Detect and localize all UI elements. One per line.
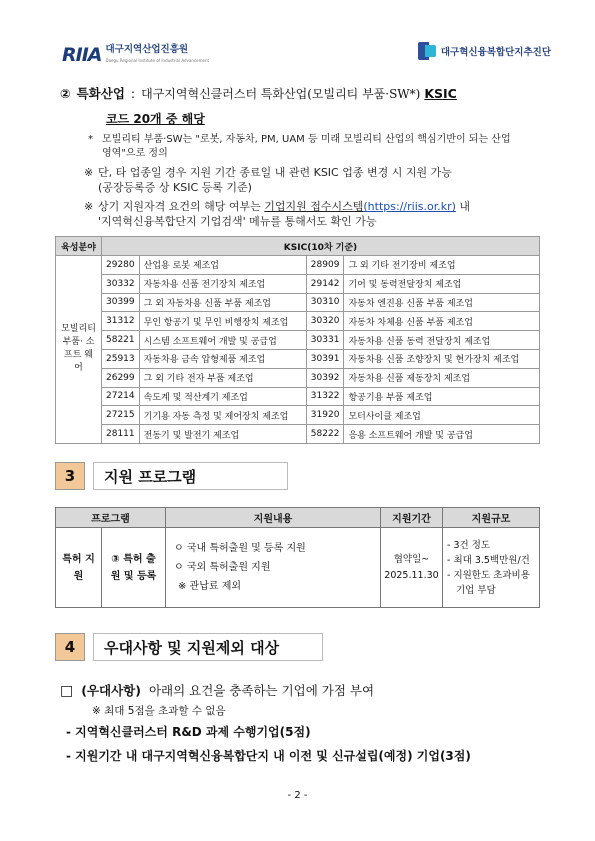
ksic-name: 그 외 기타 전자 부품 제조업 [139, 368, 306, 387]
preference-heading [60, 681, 374, 699]
ksic-name: 자동차용 신품 동력 전달장치 제조업 [344, 331, 540, 350]
ksic-code: 27215 [102, 406, 140, 425]
prog-head-program: 프로그램 [56, 508, 166, 528]
ksic-name: 자동차 엔진용 신품 부품 제조업 [344, 293, 540, 312]
riia-logo-subtext: Daegu Regional Institute of Industrial Advancement [105, 58, 210, 63]
checkbox-square-icon: □ [60, 683, 74, 699]
ksic-code: 27214 [102, 387, 140, 406]
complex-logo-text: 대구혁신융복합단지추진단 [440, 47, 551, 58]
ksic-name: 산업용 로봇 제조업 [139, 256, 306, 275]
ksic-code: 31322 [306, 387, 344, 406]
note-eligibility-check: ※ 상기 지원자격 요건의 해당 여부는 기업지원 접수시스템(https://riis.or.kr) 내 '지역혁신융복합단지 기업검색' 메뉴를 통해서도 확인 가능 [84, 200, 471, 228]
preference-item-rnd: - 지역혁신클러스터 R&D 과제 수행기업(5점) [66, 725, 311, 739]
ksic-code: 30320 [306, 312, 344, 331]
prog-scale: - 3건 정도 - 최대 3.5백만원/건 - 지원한도 초과비용 기업 부담 [443, 528, 540, 608]
ksic-row [56, 256, 540, 275]
ksic-name: 기기용 자동 측정 및 제어장치 제조업 [139, 406, 306, 425]
special-industry-item [60, 84, 550, 127]
section-number: 4 [55, 633, 85, 661]
ksic-name: 자동차용 신품 제동장치 제조업 [344, 368, 540, 387]
section-title: 지원 프로그램 [93, 462, 288, 490]
ksic-head-codes: KSIC(10차 기준) [102, 237, 540, 256]
prog-period: 협약일~ 2025.11.30 [381, 528, 443, 608]
ksic-name: 기어 및 동력전달장치 제조업 [344, 274, 540, 293]
ksic-code: 30310 [306, 293, 344, 312]
prog-category: 특허 지원 [56, 528, 102, 608]
ksic-code: 30331 [306, 331, 344, 350]
ksic-name: 응용 소프트웨어 개발 및 공급업 [344, 425, 540, 444]
ksic-name: 자동차용 신품 조향장치 및 현가장치 제조업 [344, 349, 540, 368]
innovation-complex-logo [418, 42, 551, 60]
ksic-field-cell: 모빌리티 부품· 소프트 웨어 [56, 256, 102, 444]
prog-head-content: 지원내용 [166, 508, 381, 528]
ksic-code: 26299 [102, 368, 140, 387]
ksic-head-field: 육성분야 [56, 237, 102, 256]
ksic-name: 항공기용 부품 제조업 [344, 387, 540, 406]
ksic-row [56, 293, 540, 312]
ksic-code: 58222 [306, 425, 344, 444]
item-separator: : [130, 86, 136, 101]
prog-content-foreign: ㅇ 국외 특허출원 지원 [174, 562, 271, 573]
ksic-code: 31312 [102, 312, 140, 331]
ksic-code: 31920 [306, 406, 344, 425]
note-ksic-change: ※ 단, 타 업종일 경우 지원 기간 종료일 내 관련 KSIC 업종 변경 시 지원 가능 (공장등록증 상 KSIC 등록 기준) [84, 166, 452, 194]
ksic-name: 속도계 및 적산계기 제조업 [139, 387, 306, 406]
ksic-name: 자동차 차체용 신품 부품 제조업 [344, 312, 540, 331]
ksic-code: 30392 [306, 368, 344, 387]
complex-logo-icon [418, 42, 436, 60]
ksic-table [55, 236, 540, 444]
program-table [55, 507, 540, 608]
prog-head-period: 지원기간 [381, 508, 443, 528]
ksic-row [56, 425, 540, 444]
riia-logo [62, 44, 209, 66]
ksic-code: 28111 [102, 425, 140, 444]
preference-description: 아래의 요건을 충족하는 기업에 가점 부여 [148, 683, 375, 698]
item-number: ② [60, 86, 71, 101]
support-system-link[interactable]: 기업지원 접수시스템 [264, 200, 364, 213]
item-label: 특화산업 [76, 86, 125, 101]
ksic-code: 30332 [102, 274, 140, 293]
prog-content-domestic: ㅇ 국내 특허출원 및 등록 지원 [174, 543, 306, 554]
ksic-row [56, 368, 540, 387]
ksic-code: 25913 [102, 349, 140, 368]
ksic-name: 무인 항공기 및 무인 비행장치 제조업 [139, 312, 306, 331]
item-ksic: KSIC [424, 86, 457, 101]
ksic-name: 전동기 및 발전기 제조업 [139, 425, 306, 444]
prog-content [166, 528, 381, 608]
ksic-code: 29280 [102, 256, 140, 275]
ksic-row [56, 312, 540, 331]
item-description: 대구지역혁신클러스터 특화산업(모빌리티 부품·SW*) [141, 87, 421, 101]
ksic-row [56, 387, 540, 406]
ksic-name: 모터사이클 제조업 [344, 406, 540, 425]
ksic-code: 30399 [102, 293, 140, 312]
ksic-row [56, 406, 540, 425]
section-number: 3 [55, 462, 85, 490]
ksic-name: 자동차용 신품 전기장치 제조업 [139, 274, 306, 293]
section-3-heading [55, 462, 288, 490]
preference-note: ※ 최대 5점을 초과할 수 없음 [92, 705, 226, 717]
page-number: - 2 - [287, 790, 308, 801]
prog-content-note: ※ 관납료 제외 [178, 581, 242, 592]
riia-logo-mark: RIIA [62, 44, 102, 66]
item-line2: 코드 20개 중 해당 [106, 112, 205, 126]
preference-item-relocation: - 지원기간 내 대구지역혁신융복합단지 내 이전 및 신규설립(예정) 기업(3점) [66, 749, 471, 763]
ksic-row [56, 274, 540, 293]
ksic-row [56, 349, 540, 368]
ksic-code: 58221 [102, 331, 140, 350]
ksic-name: 시스템 소프트웨어 개발 및 공급업 [139, 331, 306, 350]
page-header [0, 38, 595, 68]
ksic-name: 그 외 자동차용 신품 부품 제조업 [139, 293, 306, 312]
ksic-name: 그 외 기타 전기장비 제조업 [344, 256, 540, 275]
prog-subprogram: ③ 특허 출원 및 등록 [102, 528, 166, 608]
riis-url-link[interactable]: (https://riis.or.kr) [363, 200, 456, 213]
ksic-name: 자동차용 금속 압형제품 제조업 [139, 349, 306, 368]
ksic-code: 30391 [306, 349, 344, 368]
section-4-heading [55, 633, 323, 661]
section-title: 우대사항 및 지원제외 대상 [93, 633, 323, 661]
riia-logo-text: 대구지역산업진흥원 [105, 44, 189, 55]
ksic-code: 28909 [306, 256, 344, 275]
preference-label: (우대사항) [81, 683, 141, 698]
ksic-code: 29142 [306, 274, 344, 293]
ksic-row [56, 331, 540, 350]
note-mobility-definition: * 모빌리티 부품·SW는 "로봇, 자동차, PM, UAM 등 미래 모빌리티 산업의 핵심기반이 되는 산업 영역"으로 정의 [88, 134, 511, 159]
prog-head-scale: 지원규모 [443, 508, 540, 528]
